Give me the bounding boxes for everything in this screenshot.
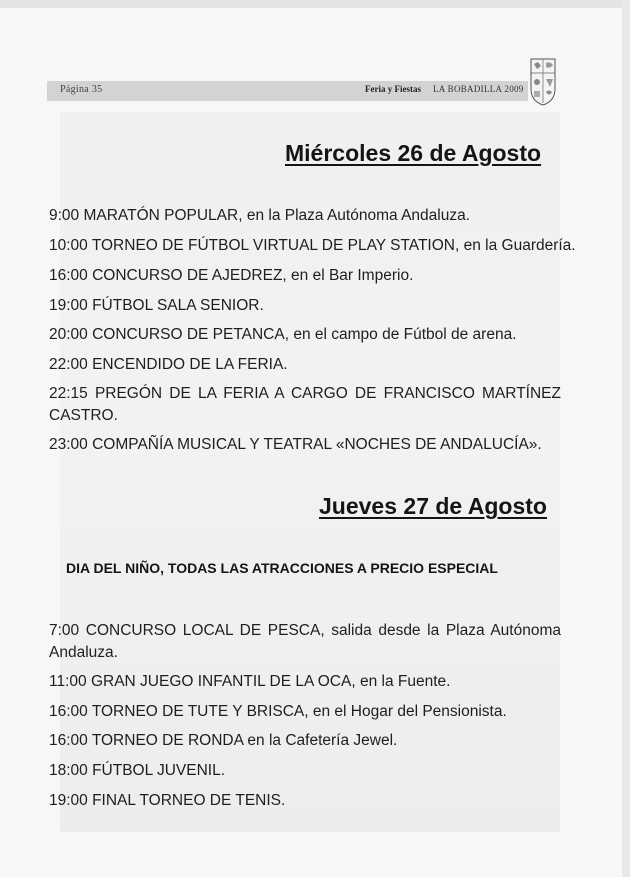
header-section: Feria y Fiestas bbox=[365, 84, 421, 94]
event-line: 11:00 GRAN JUEGO INFANTIL DE LA OCA, en la Fuente. bbox=[49, 673, 451, 690]
scan-edge-top bbox=[0, 0, 630, 8]
special-banner: DIA DEL NIÑO, TODAS LAS ATRACCIONES A PRECIO ESPECIAL bbox=[66, 560, 498, 576]
header-page-label: Página 35 bbox=[60, 84, 103, 95]
day-heading-wednesday: Miércoles 26 de Agosto bbox=[285, 140, 542, 166]
event-line: 19:00 FÚTBOL SALA SENIOR. bbox=[49, 297, 264, 314]
scan-edge-right bbox=[622, 0, 630, 877]
day-heading-thursday: Jueves 27 de Agosto bbox=[319, 493, 547, 519]
event-line: 16:00 CONCURSO DE AJEDREZ, en el Bar Imperio. bbox=[49, 267, 414, 284]
event-line: 7:00 CONCURSO LOCAL DE PESCA, salida desde la Plaza Autónoma Andaluza. bbox=[49, 622, 561, 661]
event-line: 16:00 TORNEO DE TUTE Y BRISCA, en el Hogar del Pensionista. bbox=[49, 703, 507, 720]
event-line: 18:00 FÚTBOL JUVENIL. bbox=[49, 762, 226, 779]
event-line: 10:00 TORNEO DE FÚTBOL VIRTUAL DE PLAY STATION, en la Guardería. bbox=[49, 237, 576, 254]
event-line: 23:00 COMPAÑÍA MUSICAL Y TEATRAL «NOCHES DE ANDALUCÍA». bbox=[49, 436, 542, 453]
event-line: 16:00 TORNEO DE RONDA en la Cafetería Jewel. bbox=[49, 732, 398, 749]
event-line: 9:00 MARATÓN POPULAR, en la Plaza Autónoma Andaluza. bbox=[49, 207, 471, 224]
event-line: 20:00 CONCURSO DE PETANCA, en el campo de Fútbol de arena. bbox=[49, 326, 517, 343]
crest-icon bbox=[528, 55, 558, 107]
event-line: 19:00 FINAL TORNEO DE TENIS. bbox=[49, 792, 286, 809]
header-publication: LA BOBADILLA 2009 bbox=[433, 84, 524, 94]
event-line: 22:00 ENCENDIDO DE LA FERIA. bbox=[49, 356, 288, 373]
event-line: 22:15 PREGÓN DE LA FERIA A CARGO DE FRANCISCO MARTÍNEZ CASTRO. bbox=[49, 385, 561, 424]
